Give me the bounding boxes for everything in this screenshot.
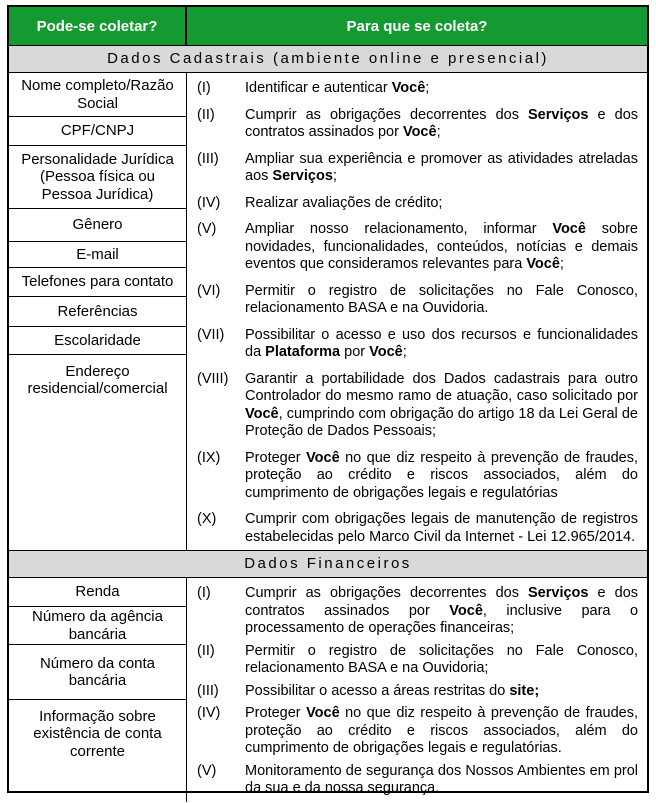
left-cell: Personalidade Jurídica (Pessoa física ou Pessoa Jurídica) (9, 146, 186, 209)
item-text-run: Cumprir com obrigações legais de manutenção de registros estabelecidas pelo Marco Civil da Internet - Lei 12.965/2014. (245, 511, 638, 545)
table-header-row (9, 7, 647, 45)
item-number: (II) (197, 106, 215, 123)
section-title: Dados Financeiros (9, 550, 647, 578)
item-text-bold-run: Você (369, 344, 403, 360)
item-text-run: Cumprir as obrigações decorrentes dos (245, 585, 528, 601)
item-text-run: ; (425, 80, 430, 96)
left-cell: Endereço residencial/comercial (27, 363, 168, 398)
left-cell: Número da agência bancária (9, 607, 186, 645)
item-text-run: , inclusive para o processamento de operações financeiras; (245, 602, 639, 636)
item-text-bold-run: Plataforma (265, 344, 341, 360)
item-text-run: Permitir o registro de solicitações no Fale Conosco, relacionamento BASA e na Ouvidoria; (245, 642, 638, 676)
purpose-item (187, 705, 647, 758)
purpose-column (187, 73, 647, 550)
purpose-item (187, 283, 647, 318)
item-text (245, 705, 647, 758)
item-text-run: ; (402, 344, 407, 360)
left-cell: CPF/CNPJ (9, 117, 186, 146)
purpose-item (187, 107, 647, 142)
item-text-bold-run: Você (245, 405, 279, 422)
item-text-bold-run: Você (306, 449, 340, 466)
purpose-item (187, 151, 647, 186)
left-cell: Renda (9, 578, 186, 607)
purpose-item (187, 371, 647, 441)
item-text-bold-run: site; (509, 682, 540, 699)
item-text-run: ; (332, 168, 337, 184)
left-cell: Informação sobre existência de conta corrente (33, 708, 162, 760)
item-text (245, 221, 647, 274)
left-cell: Escolaridade (9, 327, 186, 355)
item-text (245, 327, 647, 362)
item-text-run: Cumprir as obrigações decorrentes dos (245, 106, 528, 123)
data-collection-table (7, 5, 649, 796)
item-text-run: , cumprindo com obrigação do artigo 18 da Lei Geral de Proteção de Dados Pessoais; (245, 405, 638, 439)
item-number: (IV) (197, 705, 221, 721)
item-text-run: Garantir a portabilidade dos Dados cadastrais para outro Controlador do mesmo ramo de atuação, caso solicitado por (245, 370, 638, 404)
collectable-column (9, 73, 187, 550)
item-text (245, 283, 647, 318)
item-text-run: Possibilitar o acesso a áreas restritas do (245, 682, 510, 699)
item-text-run: ; (559, 256, 564, 272)
purpose-item (187, 763, 647, 798)
item-text-bold-run: Você (391, 80, 426, 96)
item-text-run: Proteger (245, 705, 307, 721)
purpose-item (187, 585, 647, 638)
item-text (245, 195, 647, 213)
purpose-column (187, 578, 647, 802)
item-text (245, 585, 647, 638)
item-text-run: no que diz respeito à prevenção de fraudes, proteção ao crédito e riscos associados, além do cumprimento de obrigações legais e regulatórias. (245, 705, 638, 756)
purpose-item (187, 195, 647, 213)
item-text-bold-run: Serviços (272, 168, 333, 184)
section-title: Dados Cadastrais (ambiente online e presencial) (9, 45, 647, 73)
item-number: (I) (197, 585, 211, 601)
item-text-run: no que diz respeito à prevenção de fraudes, proteção ao crédito e riscos associados, além do cumprimento de obrigações legais e regulatórias (245, 449, 638, 501)
purpose-item (187, 221, 647, 274)
item-text-bold-run: Você (526, 256, 560, 272)
item-text-run: Ampliar nosso relacionamento, informar (245, 221, 553, 237)
item-text (245, 107, 647, 142)
item-number: (VIII) (197, 370, 229, 387)
section-body (9, 73, 647, 550)
item-text (245, 450, 647, 503)
item-number: (VI) (197, 282, 221, 299)
item-text (245, 511, 647, 546)
item-number: (III) (197, 150, 219, 167)
left-cell: Nome completo/Razão Social (9, 73, 186, 117)
item-text-run: e dos contratos assinados por (245, 585, 639, 619)
section-body (9, 578, 647, 802)
purpose-item (187, 683, 647, 701)
header-col-can-collect: Pode-se coletar? (9, 7, 187, 45)
item-number: (IV) (197, 194, 221, 211)
item-text-bold-run: Você (306, 705, 340, 721)
item-text (245, 683, 647, 701)
item-text-bold-run: Serviços (528, 585, 589, 601)
item-number: (I) (197, 80, 211, 96)
item-text (245, 80, 647, 98)
item-text (245, 763, 647, 798)
item-number: (V) (197, 762, 217, 779)
item-number: (VII) (197, 326, 225, 343)
purpose-item (187, 327, 647, 362)
purpose-item (187, 450, 647, 503)
left-cell: Número da conta bancária (9, 645, 186, 700)
item-text (245, 371, 647, 441)
item-text-run: Identificar e autenticar (245, 80, 392, 96)
left-cell: E-mail (9, 242, 186, 268)
item-number: (IX) (197, 449, 221, 466)
purpose-item (187, 643, 647, 678)
item-text-run: ; (436, 124, 441, 140)
item-text-run: sobre novidades, funcionalidades, conteúdos, notícias e demais eventos que consideramos relevantes para (245, 221, 638, 272)
left-cell: Referências (9, 297, 186, 327)
item-number: (III) (197, 682, 219, 699)
item-text-run: por (340, 344, 370, 360)
left-cell: Gênero (9, 209, 186, 242)
item-text-bold-run: Você (449, 602, 483, 619)
item-text-bold-run: Serviços (528, 106, 589, 123)
item-text-run: Proteger (245, 449, 307, 466)
item-number: (V) (197, 221, 217, 237)
item-number: (II) (197, 642, 215, 659)
header-col-purpose: Para que se coleta? (346, 17, 488, 35)
purpose-item (187, 511, 647, 546)
item-text-run: Realizar avaliações de crédito; (245, 194, 443, 211)
item-text (245, 643, 647, 678)
item-text-run: Monitoramento de segurança dos Nossos Ambientes em prol da sua e da nossa segurança. (245, 762, 638, 796)
item-text-bold-run: Você (402, 124, 437, 140)
left-cell: Telefones para contato (9, 268, 186, 297)
collectable-column (9, 578, 187, 802)
item-text-run: Permitir o registro de solicitações no Fale Conosco, relacionamento BASA e na Ouvidoria. (245, 282, 638, 316)
item-text-run: Possibilitar o acesso e uso dos recursos e funcionalidades da (245, 326, 638, 360)
item-text (245, 151, 647, 186)
item-number: (X) (197, 511, 217, 527)
item-text-run: e dos contratos assinados por (245, 106, 639, 140)
purpose-item (187, 80, 647, 98)
item-text-run: Ampliar sua experiência e promover as atividades atreladas aos (245, 150, 638, 184)
item-text-bold-run: Você (552, 221, 586, 237)
